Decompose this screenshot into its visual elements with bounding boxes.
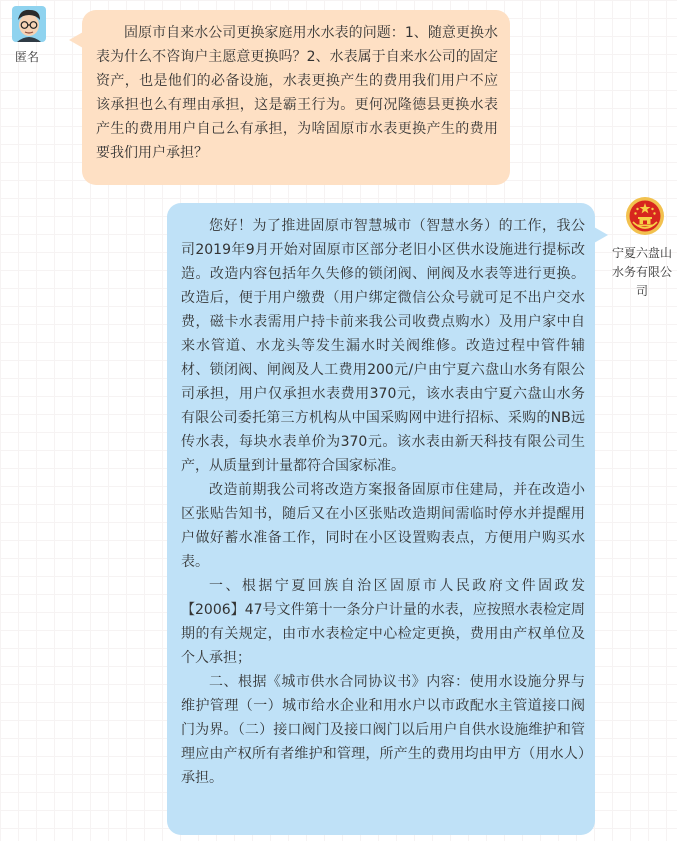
- reply-paragraph: 一、根据宁夏回族自治区固原市人民政府文件固政发【2006】47号文件第十一条分户计量的水表，应按照水表检定周期的有关规定，由市水表检定中心检定更换，费用由产权单位及个人承担；: [181, 578, 585, 666]
- question-text: 固原市自来水公司更换家庭用水水表的问题：1、随意更换水表为什么不咨询户主愿意更换吗？2、水表属于自来水公司的固定资产，也是他们的必备设施，水表更换产生的费用我们用户不应该承担也么有理由承担，这是霸王行为。更何况隆德县更换水表产生的费用用户自己么有承担，为啥固原市水表更换产生的费用要我们用户承担？: [96, 25, 498, 161]
- reply-bubble: [167, 203, 595, 835]
- national-emblem-icon: [625, 196, 665, 236]
- responder-name: 宁夏六盘山水务有限公司: [611, 246, 672, 298]
- reply-paragraph: 改造前期我公司将改造方案报备固原市住建局，并在改造小区张贴告知书，随后又在小区张贴改造期间需临时停水并提醒用户做好蓄水准备工作，同时在小区设置购表点，方便用户购买水表。: [181, 482, 585, 570]
- reply-paragraph: 您好！为了推进固原市智慧城市（智慧水务）的工作，我公司2019年9月开始对固原市区部分老旧小区供水设施进行提标改造。改造内容包括年久失修的锁闭阀、闸阀及水表等进行更换。改造后，便于用户缴费（用户绑定微信公众号就可足不出户交水费，磁卡水表需用户持卡前来我公司收费点购水）及用户家中自来水管道、水龙头等发生漏水时关阀维修。改造过程中管件辅材、锁闭阀、闸阀及人工费用200元/户由宁夏六盘山水务有限公司承担，用户仅承担水表费用370元，该水表由宁夏六盘山水务有限公司委托第三方机构从中国采购网中进行招标、采购的NB远传水表，每块水表单价为370元。该水表由新天科技有限公司生产，从质量到计量都符合国家标准。: [181, 218, 585, 474]
- reply-paragraph: 二、根据《城市供水合同协议书》内容：使用水设施分界与维护管理（一）城市给水企业和用水户以市政配水主管道接口阀门为界。（二）接口阀门及接口阀门以后用户自供水设施维护和管理应由产权所有者维护和管理，所产生的费用均由甲方（用水人）承担。: [181, 674, 585, 786]
- cartoon-person-avatar-icon: [12, 6, 46, 42]
- responder-avatar[interactable]: [625, 196, 665, 236]
- asker-name: 匿名: [14, 50, 39, 64]
- question-bubble: [82, 10, 510, 185]
- asker-avatar[interactable]: [12, 6, 46, 42]
